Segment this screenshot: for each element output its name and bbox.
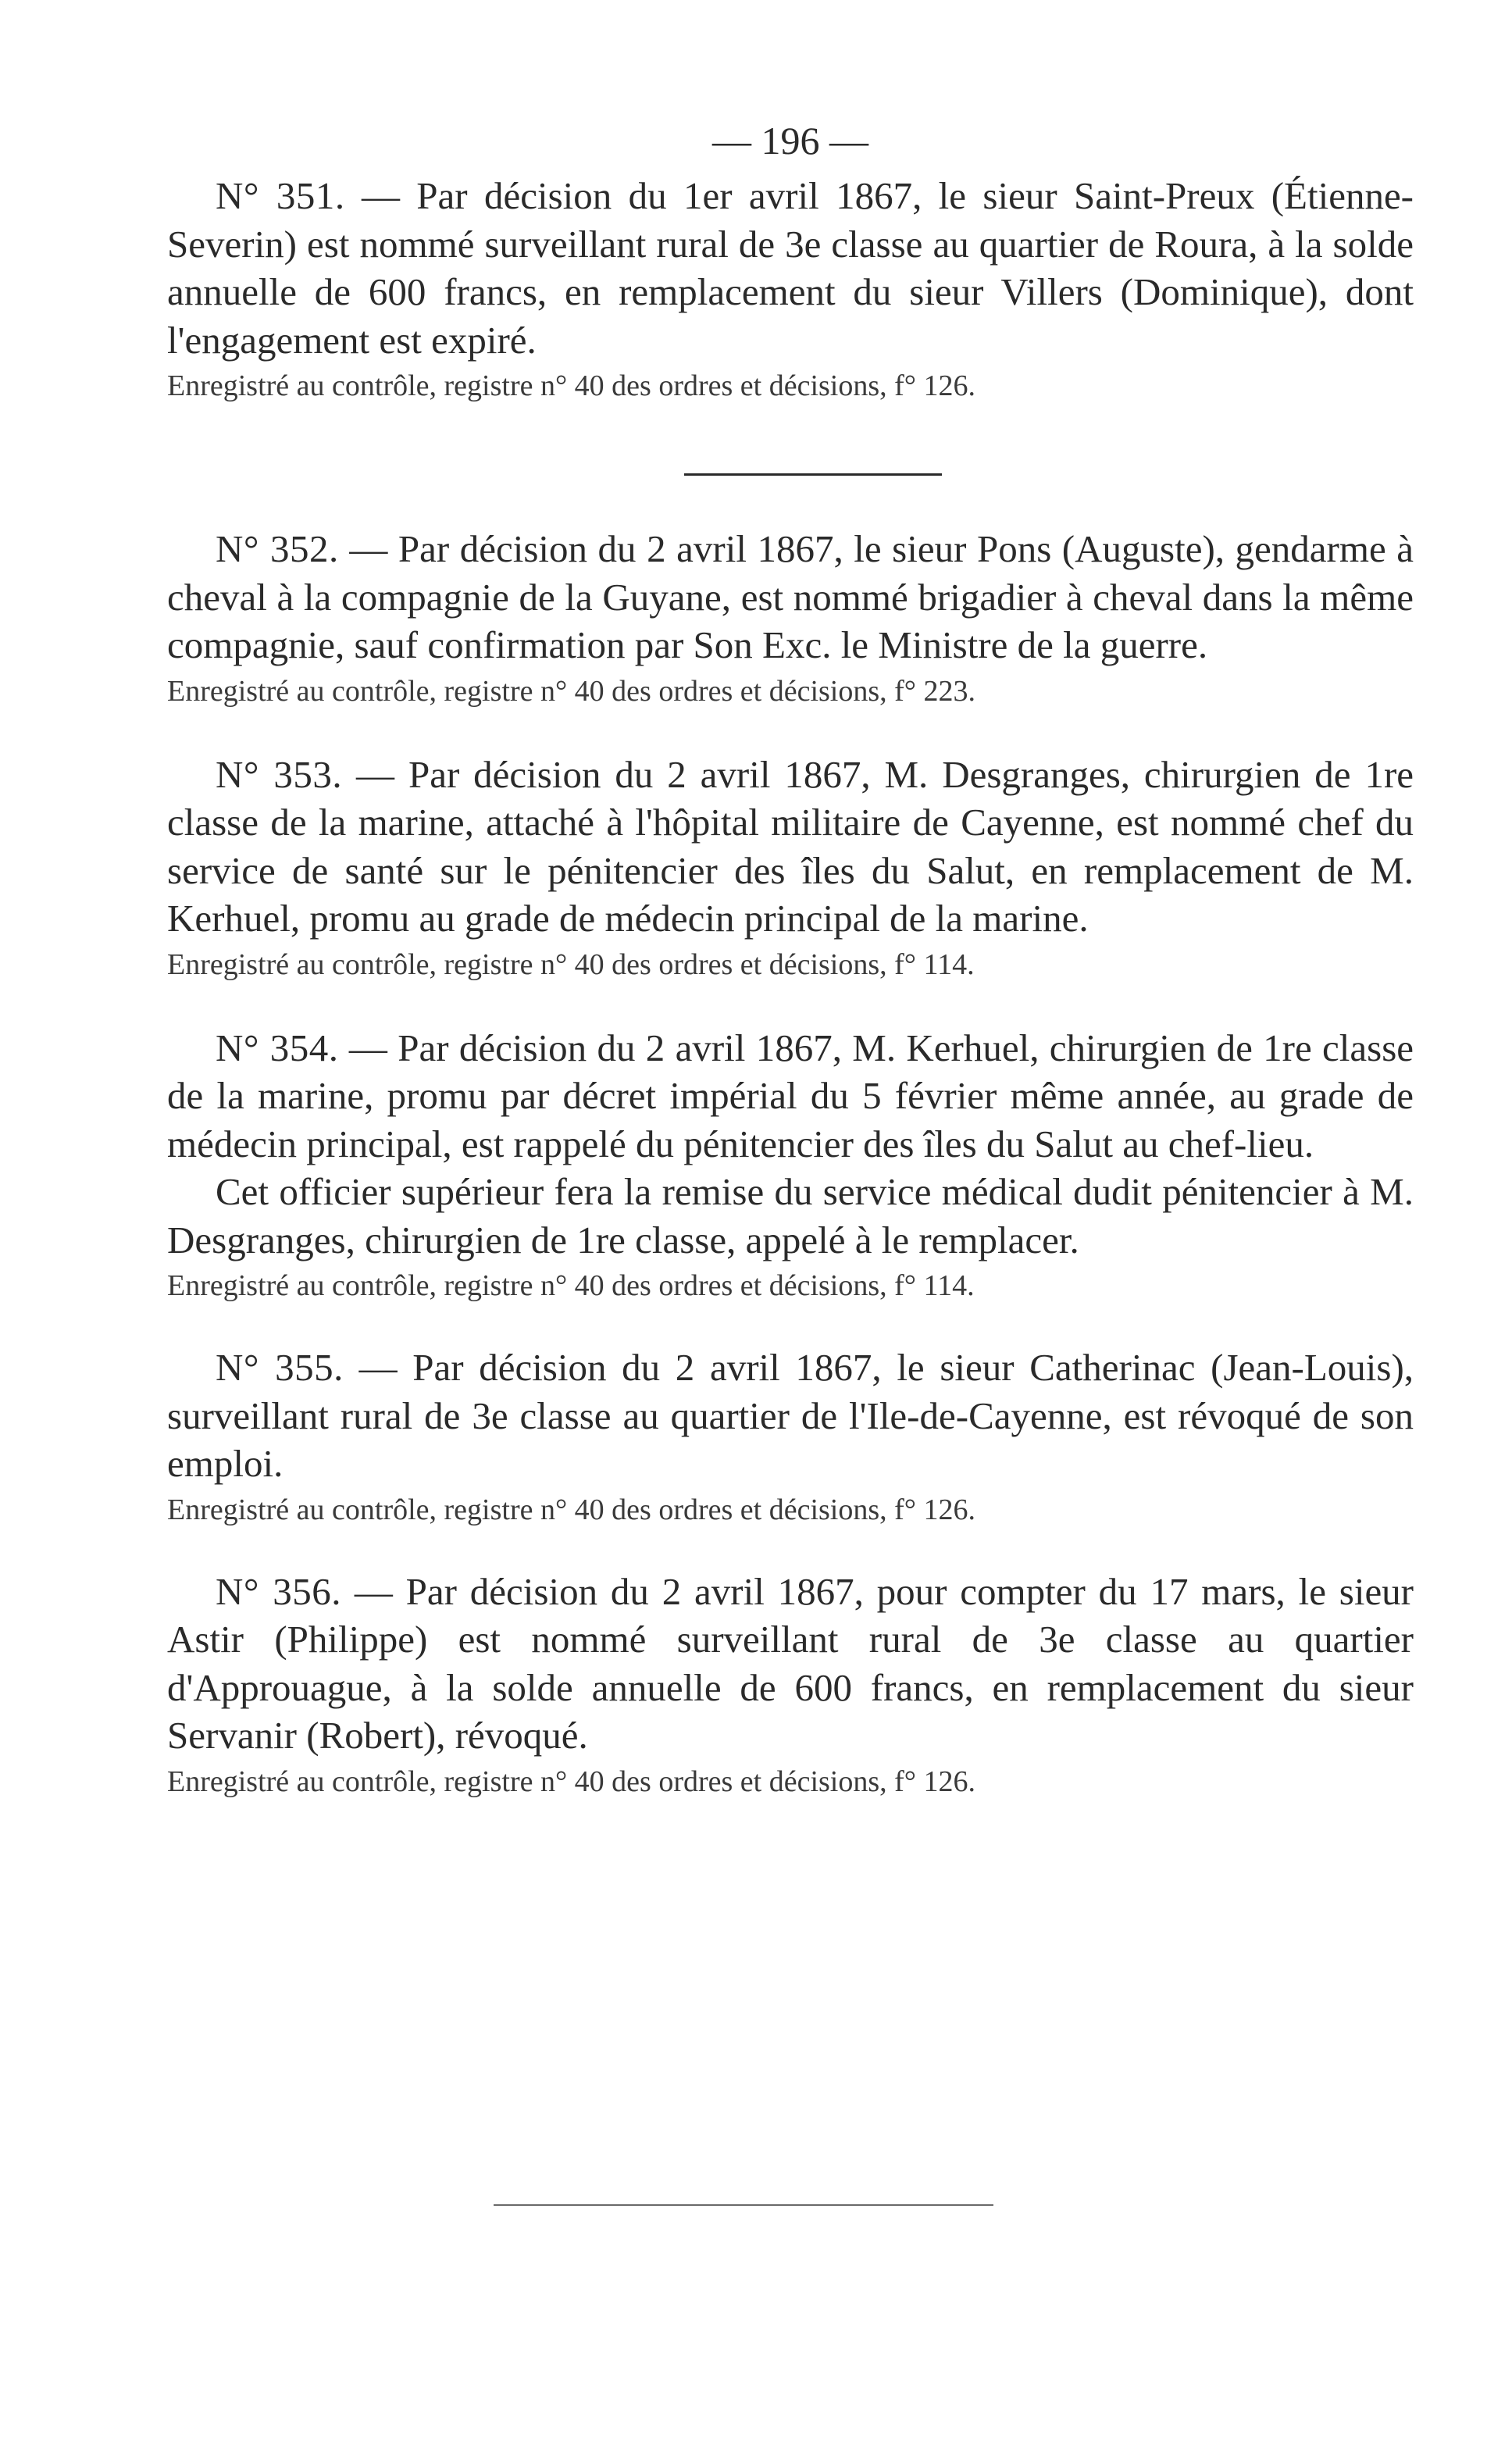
- decision-body: — Par décision du 2 avril 1867, le sieur Catherinac (Jean-Louis), surveillant rural de 3e classe au quartier de l'Ile-de-Cayenne, est révoqué de son emploi.: [167, 1346, 1414, 1485]
- decision-text: [167, 172, 1414, 364]
- decision-entry-351: [167, 172, 1414, 408]
- bottom-rule: [494, 2204, 993, 2206]
- decision-text: [167, 1568, 1414, 1760]
- page-number: — 196 —: [712, 119, 868, 162]
- decision-text: [167, 751, 1414, 943]
- registration-note: Enregistré au contrôle, registre n° 40 des ordres et décisions, f° 223.: [167, 674, 975, 708]
- decision-text: [167, 1024, 1414, 1169]
- decision-entry-355: [167, 1343, 1414, 1532]
- decision-number: N° 352.: [216, 527, 339, 570]
- decision-text: [167, 1343, 1414, 1488]
- section-separator-wrap: [167, 408, 1414, 525]
- decision-entry-354: [167, 1024, 1414, 1308]
- decision-entry-352: [167, 525, 1414, 713]
- decision-entry-353: [167, 751, 1414, 987]
- entry-gap: [167, 1532, 1414, 1568]
- decision-number: N° 353.: [216, 752, 343, 796]
- entry-gap: [167, 713, 1414, 751]
- decision-body: — Par décision du 1er avril 1867, le sieur Saint-Preux (Étienne-Severin) est nommé surveillant rural de 3e classe au quartier de Roura, à la solde annuelle de 600 francs, en remplacement du sieur Villers (Dominique), dont l'engagement est expiré.: [167, 174, 1414, 362]
- registration-note: Enregistré au contrôle, registre n° 40 des ordres et décisions, f° 126.: [167, 1493, 975, 1526]
- decision-number: N° 355.: [216, 1346, 344, 1389]
- decision-entry-356: [167, 1568, 1414, 1804]
- decision-paragraph: Cet officier supérieur fera la remise du service médical dudit pénitencier à M. Desgranges, chirurgien de 1re classe, appelé à le remplacer.: [167, 1170, 1414, 1261]
- registration-note: Enregistré au contrôle, registre n° 40 des ordres et décisions, f° 126.: [167, 1765, 975, 1798]
- decision-body: — Par décision du 2 avril 1867, le sieur Pons (Auguste), gendarme à cheval à la compagnie de la Guyane, est nommé brigadier à cheval dans la même compagnie, sauf confirmation par Son Exc. le Ministre de la guerre.: [167, 527, 1414, 666]
- registration-note: Enregistré au contrôle, registre n° 40 des ordres et décisions, f° 126.: [167, 369, 975, 402]
- section-separator: [684, 473, 942, 476]
- entry-gap: [167, 1308, 1414, 1343]
- registration-note: Enregistré au contrôle, registre n° 40 des ordres et décisions, f° 114.: [167, 947, 975, 981]
- decision-body: — Par décision du 2 avril 1867, M. Kerhuel, chirurgien de 1re classe de la marine, promu par décret impérial du 5 février même année, au grade de médecin principal, est rappelé du pénitencier des îles du Salut au chef-lieu.: [167, 1026, 1414, 1165]
- decision-body: — Par décision du 2 avril 1867, M. Desgranges, chirurgien de 1re classe de la marine, attaché à l'hôpital militaire de Cayenne, est nommé chef du service de santé sur le pénitencier des îles du Salut, en remplacement de M. Kerhuel, promu au grade de médecin principal de la marine.: [167, 752, 1414, 940]
- decision-number: N° 354.: [216, 1026, 339, 1069]
- registration-note: Enregistré au contrôle, registre n° 40 des ordres et décisions, f° 114.: [167, 1269, 975, 1302]
- decision-text: [167, 525, 1414, 669]
- decision-body: — Par décision du 2 avril 1867, pour compter du 17 mars, le sieur Astir (Philippe) est nommé surveillant rural de 3e classe au quartier d'Approuague, à la solde annuelle de 600 francs, en remplacement du sieur Servanir (Robert), révoqué.: [167, 1569, 1414, 1757]
- page-content: [167, 117, 1414, 1804]
- entry-gap: [167, 987, 1414, 1024]
- decision-number: N° 351.: [216, 174, 345, 217]
- decision-number: N° 356.: [216, 1569, 342, 1613]
